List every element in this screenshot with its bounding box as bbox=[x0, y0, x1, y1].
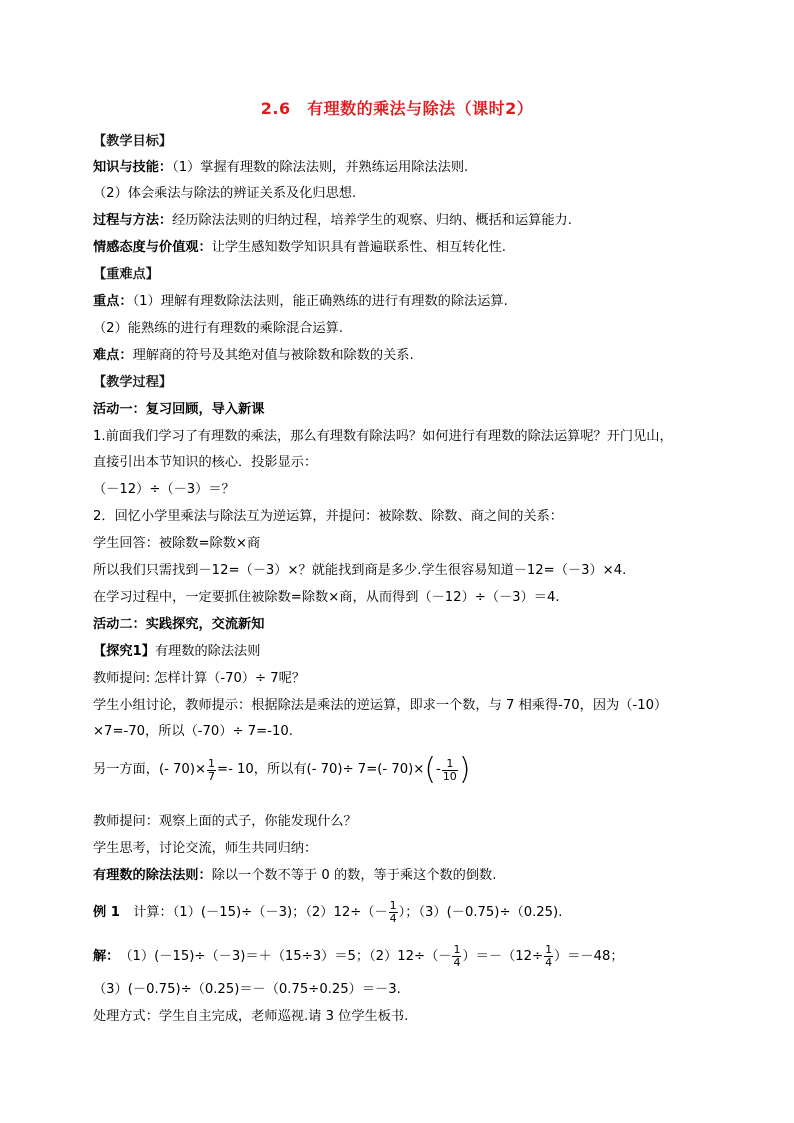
section-heading-key-points: 【重难点】 bbox=[93, 267, 159, 282]
fraction-one-seventh bbox=[207, 758, 216, 783]
example-line bbox=[93, 900, 562, 925]
page-title: 2.6 有理数的乘法与除法（课时2） bbox=[260, 99, 534, 118]
text-line: （2）能熟练的进行有理数的乘除混合运算. bbox=[93, 321, 343, 336]
label-division-rule: 有理数的除法法则： bbox=[93, 868, 212, 883]
fraction-one-tenth bbox=[442, 758, 458, 783]
fraction-denominator: 4 bbox=[389, 912, 397, 925]
text-line: 学生回答：被除数=除数×商 bbox=[93, 536, 261, 551]
text-line: ×7=-70，所以（-70）÷ 7=-10. bbox=[93, 724, 293, 739]
text-line: （－12）÷（－3）＝？ bbox=[93, 482, 235, 497]
text-span: 另一方面， bbox=[93, 762, 159, 777]
text-line: （3）(－0.75)÷（0.25)＝－（0.75÷0.25）＝－3. bbox=[93, 982, 401, 997]
example-label: 例 1 bbox=[93, 904, 120, 920]
fraction-one-fourth bbox=[544, 944, 553, 969]
text-line: 教师提问: 怎样计算（-70）÷ 7呢？ bbox=[93, 671, 306, 686]
fraction-denominator: 7 bbox=[208, 769, 216, 783]
section-heading-process: 【教学过程】 bbox=[93, 375, 173, 390]
text-line bbox=[93, 347, 414, 365]
text-line: 2．回忆小学里乘法与除法互为逆运算，并提问：被除数、除数、商之间的关系： bbox=[93, 509, 563, 524]
text-line: （2）体会乘法与除法的辨证关系及化归思想. bbox=[93, 186, 357, 201]
activity-heading-2: 活动二：实践探究，交流新知 bbox=[93, 617, 265, 632]
section-heading-objectives: 【教学目标】 bbox=[93, 134, 173, 149]
text-span: 理解商的符号及其绝对值与被除数和除数的关系. bbox=[132, 348, 414, 363]
text-line: 所以我们只需找到－12=（－3）×？就能找到商是多少.学生很容易知道－12=（－3）×4. bbox=[93, 563, 627, 578]
label-knowledge: 知识与技能： bbox=[93, 160, 173, 175]
minus-sign: - bbox=[436, 762, 441, 777]
math-expr: (- 70)÷ 7=(- 70)× bbox=[306, 762, 425, 777]
math-expr: (- 70)× bbox=[158, 762, 207, 777]
solution-line bbox=[93, 944, 624, 969]
label-key: 重点： bbox=[93, 294, 133, 309]
text-span: ，所以有 bbox=[253, 762, 307, 777]
fraction-numerator: 1 bbox=[453, 943, 461, 956]
label-emotion: 情感态度与价值观： bbox=[93, 240, 212, 255]
label-difficulty: 难点： bbox=[93, 348, 133, 363]
text-line bbox=[93, 159, 468, 177]
text-line: 1.前面我们学习了有理数的乘法，那么有理数有除法吗？如何进行有理数的除法运算呢？开门见山， bbox=[93, 429, 673, 444]
fraction-numerator: 1 bbox=[442, 758, 458, 771]
text-span: （1）掌握有理数的除法法则，并熟练运用除法法则. bbox=[172, 160, 469, 175]
text-line: 处理方式：学生自主完成，老师巡视.请 3 位学生板书. bbox=[93, 1009, 409, 1024]
activity-heading-1: 活动一：复习回顾，导入新课 bbox=[93, 402, 265, 417]
text-span: （1）(－15)÷（－3)＝＋（15÷3）＝5；（2）12÷（－ bbox=[119, 948, 452, 964]
text-line bbox=[93, 867, 496, 885]
text-span: 计算：（1）(－15)÷（－3)；（2）12÷（－ bbox=[119, 904, 388, 920]
text-span: ）＝－48； bbox=[554, 948, 624, 964]
label-explore: 【探究1】 bbox=[93, 644, 155, 659]
fraction-denominator: 4 bbox=[545, 956, 553, 969]
text-span: 经历除法法则的归纳过程，培养学生的观察、归纳、概括和运算能力. bbox=[172, 213, 572, 228]
text-line: 教师提问：观察上面的式子，你能发现什么？ bbox=[93, 814, 357, 829]
label-process: 过程与方法： bbox=[93, 213, 173, 228]
solution-label: 解： bbox=[93, 948, 120, 964]
text-line: 在学习过程中，一定要抓住被除数=除数×商，从而得到（－12）÷（－3）＝4. bbox=[93, 590, 560, 605]
text-span: ）＝－（12÷ bbox=[462, 948, 544, 964]
fraction-numerator: 1 bbox=[208, 756, 216, 770]
text-line bbox=[93, 212, 572, 230]
text-line bbox=[93, 643, 260, 661]
math-expr: =- 10 bbox=[217, 762, 254, 777]
text-line bbox=[93, 239, 506, 257]
text-span: 除以一个数不等于 0 的数，等于乘这个数的倒数. bbox=[211, 868, 497, 883]
text-span: 有理数的除法法则 bbox=[154, 644, 261, 659]
fraction-denominator: 4 bbox=[453, 956, 461, 969]
fraction-one-fourth bbox=[452, 944, 461, 969]
text-line: 直接引出本节知识的核心．投影显示： bbox=[93, 455, 318, 470]
text-line bbox=[93, 293, 508, 311]
text-line: 学生小组讨论，教师提示：根据除法是乘法的逆运算，即求一个数，与 7 相乘得-70，因为（-10） bbox=[93, 698, 668, 713]
text-line: 学生思考，讨论交流，师生共同归纳： bbox=[93, 841, 318, 856]
text-span: 让学生感知数学知识具有普遍联系性、相互转化性. bbox=[211, 240, 507, 255]
right-paren: ) bbox=[458, 752, 471, 787]
text-span: ）；（3）(－0.75)÷（0.25). bbox=[398, 904, 563, 920]
text-span: （1）理解有理数除法法则，能正确熟练的进行有理数的除法运算. bbox=[132, 294, 508, 309]
left-paren: ( bbox=[424, 752, 437, 787]
fraction-numerator: 1 bbox=[545, 943, 553, 956]
formula-line bbox=[93, 752, 471, 787]
fraction-one-fourth bbox=[389, 900, 398, 925]
fraction-denominator: 10 bbox=[442, 769, 457, 783]
fraction-numerator: 1 bbox=[389, 899, 397, 912]
